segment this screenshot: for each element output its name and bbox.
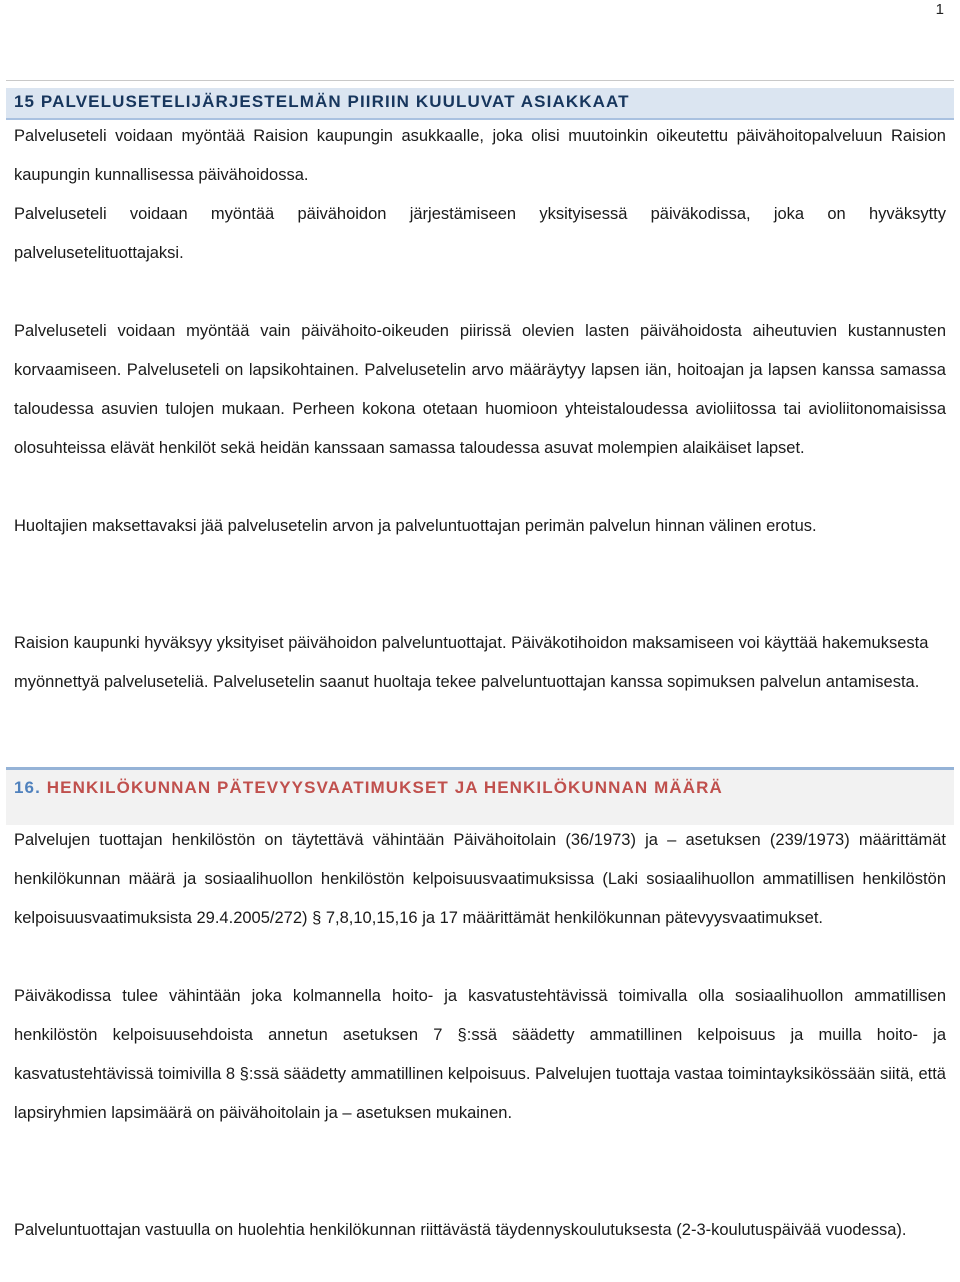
section-15-paragraph-1: Palveluseteli voidaan myöntää Raision kaupungin asukkaalle, joka olisi muutoinkin oikeutettu päivähoitopalveluun Raision kaupungin kunnallisessa päivähoidossa. [14,127,946,184]
section-16-title: HENKILÖKUNNAN PÄTEVYYSVAATIMUKSET JA HENKILÖKUNNAN MÄÄRÄ [46,778,723,797]
section-15-heading: 15 PALVELUSETELIJÄRJESTELMÄN PIIRIIN KUULUVAT ASIAKKAAT [6,88,954,120]
section-16-paragraph-1: Palvelujen tuottajan henkilöstön on täytettävä vähintään Päivähoitolain (36/1973) ja – asetuksen (239/1973) määrittämät henkilökunnan määrä ja sosiaalihuollon henkilöstön kelpoisuusvaatimuksissa (Laki sosiaalihuollon ammatillisen henkilöstön kelpoisuusvaatimuksista 29.4.2005/272) § 7,8,10,15,16 ja 17 määrittämät henkilökunnan pätevyysvaatimukset. [14,831,946,927]
section-16-number: 16. [14,778,41,797]
section-16-paragraph-2: Päiväkodissa tulee vähintään joka kolmannella hoito- ja kasvatustehtävissä toimivalla olla sosiaalihuollon ammatillisen henkilöstön kelpoisuusehdoista annetun asetuksen 7 §:ssä säädetty ammatillinen kelpoisuus ja muilla hoito- ja kasvatustehtävissä toimivilla 8 §:ssä säädetty ammatillinen kelpoisuus. Palvelujen tuottaja vastaa toimintayksikössään siitä, että lapsiryhmien lapsimäärä on päivähoitolain ja – asetuksen mukainen. [14,987,946,1122]
section-16-heading [6,767,954,825]
section-15-paragraph-5: Raision kaupunki hyväksyy yksityiset päivähoidon palveluntuottajat. Päiväkotihoidon maksamiseen voi käyttää hakemuksesta myönnettyä palveluseteliä. Palvelusetelin saanut huoltaja tekee palveluntuottajan kanssa sopimuksen palvelun antamisesta. [14,634,929,691]
section-15-paragraph-2: Palveluseteli voidaan myöntää päivähoidon järjestämiseen yksityisessä päiväkodissa, joka on hyväksytty palvelusetelituottajaksi. [14,205,946,262]
section-divider [6,80,954,81]
section-15-paragraph-4: Huoltajien maksettavaksi jää palvelusetelin arvon ja palveluntuottajan perimän palvelun hinnan välinen erotus. [14,517,817,535]
section-15-paragraph-3: Palveluseteli voidaan myöntää vain päivähoito-oikeuden piirissä olevien lasten päivähoidosta aiheutuvien kustannusten korvaamiseen. Palveluseteli on lapsikohtainen. Palvelusetelin arvo määräytyy lapsen iän, hoitoajan ja lapsen kanssa samassa taloudessa asuvien tulojen mukaan. Perheen kokona otetaan huomioon yhteistaloudessa avioliitossa tai avioliitonomaisissa olosuhteissa elävät henkilöt sekä heidän kanssaan samassa taloudessa asuvat molempien alaikäiset lapset. [14,322,946,457]
page-number: 1 [935,1,944,18]
section-16-paragraph-3: Palveluntuottajan vastuulla on huolehtia henkilökunnan riittävästä täydennyskoulutuksesta (2-3-koulutuspäivää vuodessa). [14,1221,907,1239]
